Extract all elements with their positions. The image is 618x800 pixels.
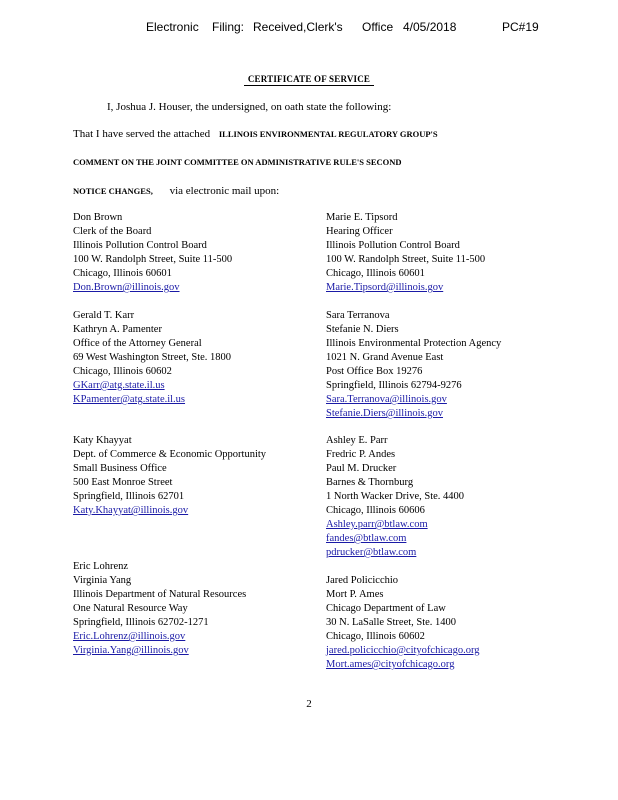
email-line <box>73 379 231 393</box>
address-line: Clerk of the Board <box>73 226 152 237</box>
recipient-block <box>73 309 231 407</box>
address-line: 100 W. Randolph Street, Suite 11-500 <box>326 254 486 265</box>
email-link[interactable]: Don.Brown@illinois.gov <box>73 282 180 293</box>
recipient-block <box>326 574 480 672</box>
address-line: Chicago Department of Law <box>326 603 446 614</box>
address-line: Chicago, Illinois 60601 <box>73 268 172 279</box>
email-line <box>326 393 501 407</box>
email-line <box>326 658 480 672</box>
email-link[interactable]: jared.policicchio@cityofchicago.org <box>326 645 480 656</box>
certificate-title-text: CERTIFICATE OF SERVICE <box>244 74 374 86</box>
email-link[interactable]: GKarr@atg.state.il.us <box>73 380 165 391</box>
address-line: One Natural Resource Way <box>73 603 188 614</box>
address-line: Springfield, Illinois 62701 <box>73 491 185 502</box>
address-line: Gerald T. Karr <box>73 310 135 321</box>
address-line: 30 N. LaSalle Street, Ste. 1400 <box>326 617 457 628</box>
address-line: Post Office Box 19276 <box>326 366 423 377</box>
address-line: Chicago, Illinois 60602 <box>73 366 172 377</box>
email-line <box>326 644 480 658</box>
address-line: Stefanie N. Diers <box>326 324 399 335</box>
address-line: Marie E. Tipsord <box>326 212 398 223</box>
address-line: Office of the Attorney General <box>73 338 202 349</box>
statement-suffix: via electronic mail upon: <box>169 185 280 197</box>
email-line <box>73 393 231 407</box>
address-line: Fredric P. Andes <box>326 449 396 460</box>
statement-line-2: COMMENT ON THE JOINT COMMITTEE ON ADMINISTRATIVE RULE'S SECOND <box>73 157 402 167</box>
header-filing: Filing: <box>212 20 245 34</box>
recipient-block <box>73 211 232 295</box>
address-line: Small Business Office <box>73 463 167 474</box>
email-line <box>73 281 232 295</box>
statement-line-1 <box>73 128 438 140</box>
address-line: 100 W. Randolph Street, Suite 11-500 <box>73 254 233 265</box>
recipient-block <box>326 211 485 295</box>
email-line <box>73 504 266 518</box>
address-line: Springfield, Illinois 62702-1271 <box>73 617 209 628</box>
address-line: 500 East Monroe Street <box>73 477 173 488</box>
email-link[interactable]: Ashley.parr@btlaw.com <box>326 519 428 530</box>
address-line: Paul M. Drucker <box>326 463 397 474</box>
certificate-title <box>0 74 618 86</box>
header-pc: PC#19 <box>502 20 539 34</box>
address-line: Springfield, Illinois 62794-9276 <box>326 380 462 391</box>
address-line: Chicago, Illinois 60601 <box>326 268 425 279</box>
email-line <box>326 407 501 421</box>
address-line: Illinois Pollution Control Board <box>326 240 460 251</box>
email-link[interactable]: Marie.Tipsord@illinois.gov <box>326 282 444 293</box>
address-line: Virginia Yang <box>73 575 132 586</box>
email-link[interactable]: Stefanie.Diers@illinois.gov <box>326 408 443 419</box>
address-line: Ashley E. Parr <box>326 435 388 446</box>
address-line: Jared Policicchio <box>326 575 399 586</box>
address-line: 1021 N. Grand Avenue East <box>326 352 444 363</box>
address-line: Mort P. Ames <box>326 589 384 600</box>
email-line <box>326 518 464 532</box>
address-line: Eric Lohrenz <box>73 561 129 572</box>
address-line: Don Brown <box>73 212 123 223</box>
header-office: Office <box>362 20 394 34</box>
header-date: 4/05/2018 <box>403 20 457 34</box>
email-line <box>326 532 464 546</box>
address-line: Hearing Officer <box>326 226 393 237</box>
email-link[interactable]: fandes@btlaw.com <box>326 533 407 544</box>
address-line: Illinois Department of Natural Resources <box>73 589 247 600</box>
email-link[interactable]: Katy.Khayyat@illinois.gov <box>73 505 189 516</box>
address-line: Illinois Environmental Protection Agency <box>326 338 502 349</box>
address-line: Sara Terranova <box>326 310 390 321</box>
address-line: Illinois Pollution Control Board <box>73 240 207 251</box>
address-line: 69 West Washington Street, Ste. 1800 <box>73 352 232 363</box>
intro-paragraph: I, Joshua J. Houser, the undersigned, on oath state the following: <box>107 101 392 113</box>
statement-caps-1: ILLINOIS ENVIRONMENTAL REGULATORY GROUP'S <box>218 129 438 139</box>
email-link[interactable]: Eric.Lohrenz@illinois.gov <box>73 631 186 642</box>
email-link[interactable]: Sara.Terranova@illinois.gov <box>326 394 447 405</box>
address-line: Katy Khayyat <box>73 435 132 446</box>
email-link[interactable]: pdrucker@btlaw.com <box>326 547 417 558</box>
email-link[interactable]: Mort.ames@cityofchicago.org <box>326 659 455 670</box>
address-line: Chicago, Illinois 60602 <box>326 631 425 642</box>
recipient-block <box>326 434 464 560</box>
address-line: Dept. of Commerce & Economic Opportunity <box>73 449 267 460</box>
recipient-block <box>73 434 266 518</box>
address-line: Chicago, Illinois 60606 <box>326 505 425 516</box>
email-line <box>73 630 246 644</box>
email-link[interactable]: KPamenter@atg.state.il.us <box>73 394 186 405</box>
header-electronic: Electronic <box>146 20 199 34</box>
address-line: Kathryn A. Pamenter <box>73 324 162 335</box>
statement-line-3 <box>73 185 279 197</box>
header-received: Received,Clerk's <box>253 20 343 34</box>
statement-caps-3: NOTICE CHANGES, <box>73 186 153 196</box>
recipient-block <box>326 309 501 421</box>
statement-prefix: That I have served the attached <box>73 128 211 140</box>
address-line: 1 North Wacker Drive, Ste. 4400 <box>326 491 465 502</box>
recipient-block <box>73 560 246 658</box>
address-line: Barnes & Thornburg <box>326 477 414 488</box>
email-line <box>73 644 246 658</box>
page-number: 2 <box>306 698 312 710</box>
email-line <box>326 546 464 560</box>
email-line <box>326 281 485 295</box>
email-link[interactable]: Virginia.Yang@illinois.gov <box>73 645 189 656</box>
